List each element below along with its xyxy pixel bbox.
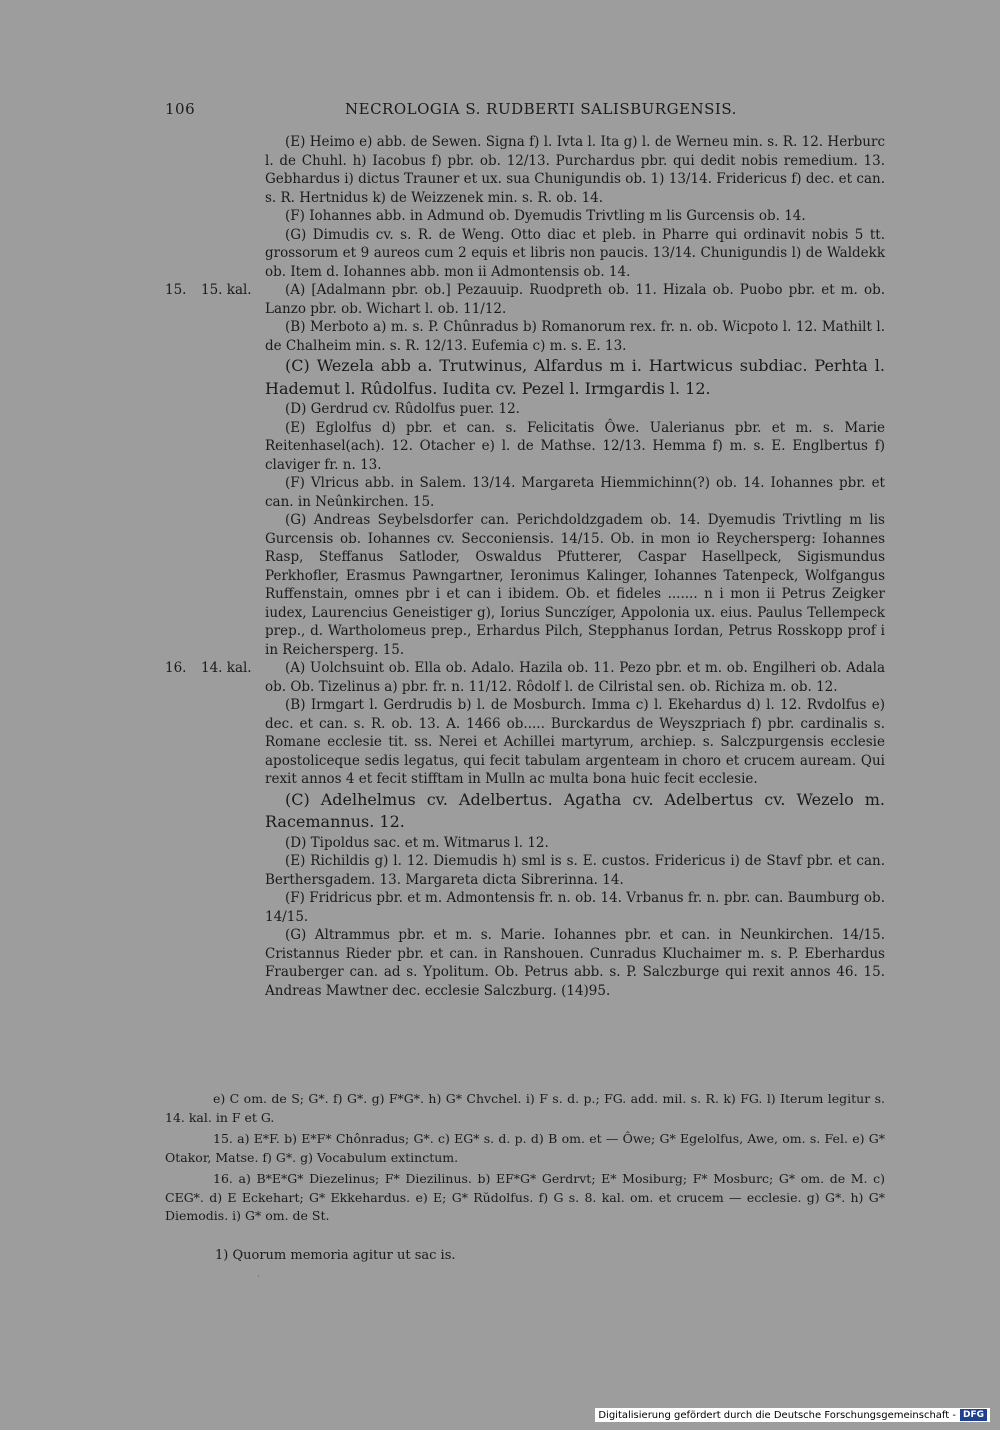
credit-text: Digitalisierung gefördert durch die Deutsche Forschungsgemeinschaft - (598, 1409, 956, 1421)
apparatus-note: e) C om. de S; G*. f) G*. g) F*G*. h) G* Chvchel. i) F s. d. p.; FG. add. mil. s. R. k) FG. l) Iterum legitur s. 14. kal. in F et G. (165, 1091, 885, 1125)
necrology-paragraph: (D) Tipoldus sac. et m. Witmarus l. 12. (285, 834, 549, 851)
day-entry (165, 133, 885, 281)
necrology-paragraph: (E) Richildis g) l. 12. Diemudis h) sml is s. E. custos. Fridericus i) de Stavf pbr. et can. Berthersgadem. 13. Margareta dicta Sibrerinna. 14. (265, 853, 885, 888)
necrology-text (165, 133, 885, 1000)
necrology-paragraph: (F) Vlricus abb. in Salem. 13/14. Margareta Hiemmichinn(?) ob. 14. Iohannes pbr. et can. in Neûnkirchen. 15. (265, 475, 885, 510)
necrology-paragraph: (A) Uolchsuint ob. Ella ob. Adalo. Hazila ob. 11. Pezo pbr. et m. ob. Engilheri ob. Adala ob. Ob. Tizelinus a) pbr. fr. n. 11/12. Rôdolf l. de Cilristal sen. ob. Richiza m. ob. 12. (265, 660, 885, 695)
running-title: NECROLOGIA S. RUDBERTI SALISBURGENSIS. (345, 100, 737, 118)
digitization-credit (595, 1408, 990, 1422)
necrology-paragraph: (G) Dimudis cv. s. R. de Weng. Otto diac et pleb. in Pharre qui ordinavit nobis 5 tt. grossorum et 9 aureos cum 2 equis et libris non paucis. 13/14. Chunigundis l) de Waldekk ob. Item d. Iohannes abb. mon ii Admontensis ob. 14. (265, 226, 885, 280)
date-label (165, 281, 265, 300)
day-entry (165, 281, 885, 659)
necrology-paragraph: (D) Gerdrud cv. Rûdolfus puer. 12. (285, 401, 520, 417)
necrology-paragraph: (B) Irmgart l. Gerdrudis b) l. de Mosburch. Imma c) l. Ekehardus d) l. 12. Rvdolfus e) dec. et can. s. R. ob. 13. A. 1466 ob..... Burckardus de Weyszpriach f) pbr. cardinalis s. Romane ecclesie tit. ss. Nerei et Achillei martyrum, archiep. s. Salczpurgensis ecclesie apostoliceque sedis legatus, qui fecit tabulam argenteam in choro et crucem auream. Qui rexit annos 4 et fecit stifftam in Mulln ac multa bona huic fecit ecclesie. (265, 697, 885, 787)
day-number: 16. (165, 660, 187, 676)
necrology-paragraph: (G) Andreas Seybelsdorfer can. Perichdoldzgadem ob. 14. Dyemudis Trivtling m lis Gurcensis ob. Iohannes cv. Secconiensis. 14/15. Ob. in mon io Reychersperg: Iohannes Rasp, Steffanus Satloder, Oswaldus Pfutterer, Caspar Hasellpeck, Sigismundus Perkhofler, Erasmus Pawngartner, Ieronimus Kalinger, Iohannes Tatenpeck, Wolfgangus Ruffenstain, omnes pbr i et can i ibidem. Ob. et fideles ....... n i mon ii Petrus Zeigker iudex, Laurencius Geneistiger g), Iorius Sunczíger, Appolonia ux. eius. Paulus Tellempeck prep., d. Wartholomeus prep., Erhardus Pilch, Stepphanus Iordan, Petrus Rosskopp prof i in Reichersperg. 15. (265, 512, 885, 658)
stray-mark: ' (258, 1275, 260, 1282)
apparatus-note: 15. a) E*F. b) E*F* Chônradus; G*. c) EG* s. d. p. d) B om. et — Ôwe; G* Egelolfus, Awe, om. s. Fel. e) G* Otakor, Matse. f) G*. g) Vocabulum extinctum. (165, 1131, 885, 1165)
necrology-paragraph: (E) Heimo e) abb. de Sewen. Signa f) l. Ivta l. Ita g) l. de Werneu min. s. R. 12. Herburc l. de Chuhl. h) Iacobus f) pbr. ob. 12/13. Purchardus pbr. qui dedit nobis remedium. 13. Gebhardus i) dictus Trauner et ux. sua Chunigundis ob. 1) 13/14. Fridericus f) dec. et can. s. R. Hertnidus k) de Weizzenek min. s. R. ob. 14. (265, 134, 885, 206)
page-number: 106 (165, 100, 196, 118)
dfg-logo[interactable]: DFG (960, 1409, 987, 1421)
page-header (165, 100, 885, 122)
day-number: 15. (165, 282, 187, 298)
necrology-paragraph: (F) Iohannes abb. in Admund ob. Dyemudis Trivtling m lis Gurcensis ob. 14. (285, 208, 806, 224)
necrology-paragraph: (C) Wezela abb a. Trutwinus, Alfardus m i. Hartwicus subdiac. Perhta l. Hademut l. Rûdolfus. Iudita cv. Pezel l. Irmgardis l. 12. (265, 356, 885, 398)
necrology-paragraph: (B) Merboto a) m. s. P. Chûnradus b) Romanorum rex. fr. n. ob. Wicpoto l. 12. Mathilt l. de Chalheim min. s. R. 12/13. Eufemia c) m. s. E. 13. (265, 319, 885, 354)
kalends-date: 15. kal. (201, 282, 252, 298)
critical-apparatus (165, 1090, 885, 1229)
necrology-paragraph: (E) Eglolfus d) pbr. et can. s. Felicitatis Ôwe. Ualerianus pbr. et m. s. Marie Reitenhasel(ach). 12. Otacher e) l. de Mathse. 12/13. Hemma f) m. s. E. Englbertus f) claviger fr. n. 13. (265, 419, 885, 473)
necrology-paragraph: (G) Altrammus pbr. et m. s. Marie. Iohannes pbr. et can. in Neunkirchen. 14/15. Cristannus Rieder pbr. et can. in Ranshouen. Cunradus Kluchaimer m. s. P. Eberhardus Frauberger can. ad s. Ypolitum. Ob. Petrus abb. s. P. Salczburge qui rexit annos 46. 15. Andreas Mawtner dec. ecclesie Salczburg. (14)95. (265, 927, 885, 999)
apparatus-note: 16. a) B*E*G* Diezelinus; F* Diezilinus. b) EF*G* Gerdrvt; E* Mosiburg; F* Mosburc; G* om. de M. c) CEG*. d) E Eckehart; G* Ekkehardus. e) E; G* Rŭdolfus. f) G s. 8. kal. om. et crucem — ecclesie. g) G*. h) G* Diemodis. i) G* om. de St. (165, 1171, 885, 1223)
kalends-date: 14. kal. (201, 660, 252, 676)
necrology-paragraph: (F) Fridricus pbr. et m. Admontensis fr. n. ob. 14. Vrbanus fr. n. pbr. can. Baumburg ob. 14/15. (265, 890, 885, 925)
necrology-paragraph: (C) Adelhelmus cv. Adelbertus. Agatha cv. Adelbertus cv. Wezelo m. Racemannus. 12. (265, 789, 885, 831)
date-label (165, 659, 265, 678)
footnote: 1) Quorum memoria agitur ut sac is. (215, 1248, 456, 1263)
day-entry (165, 659, 885, 1000)
necrology-paragraph: (A) [Adalmann pbr. ob.] Pezauuip. Ruodpreth ob. 11. Hizala ob. Puobo pbr. et m. ob. Lanzo pbr. ob. Wichart l. ob. 11/12. (265, 282, 885, 317)
